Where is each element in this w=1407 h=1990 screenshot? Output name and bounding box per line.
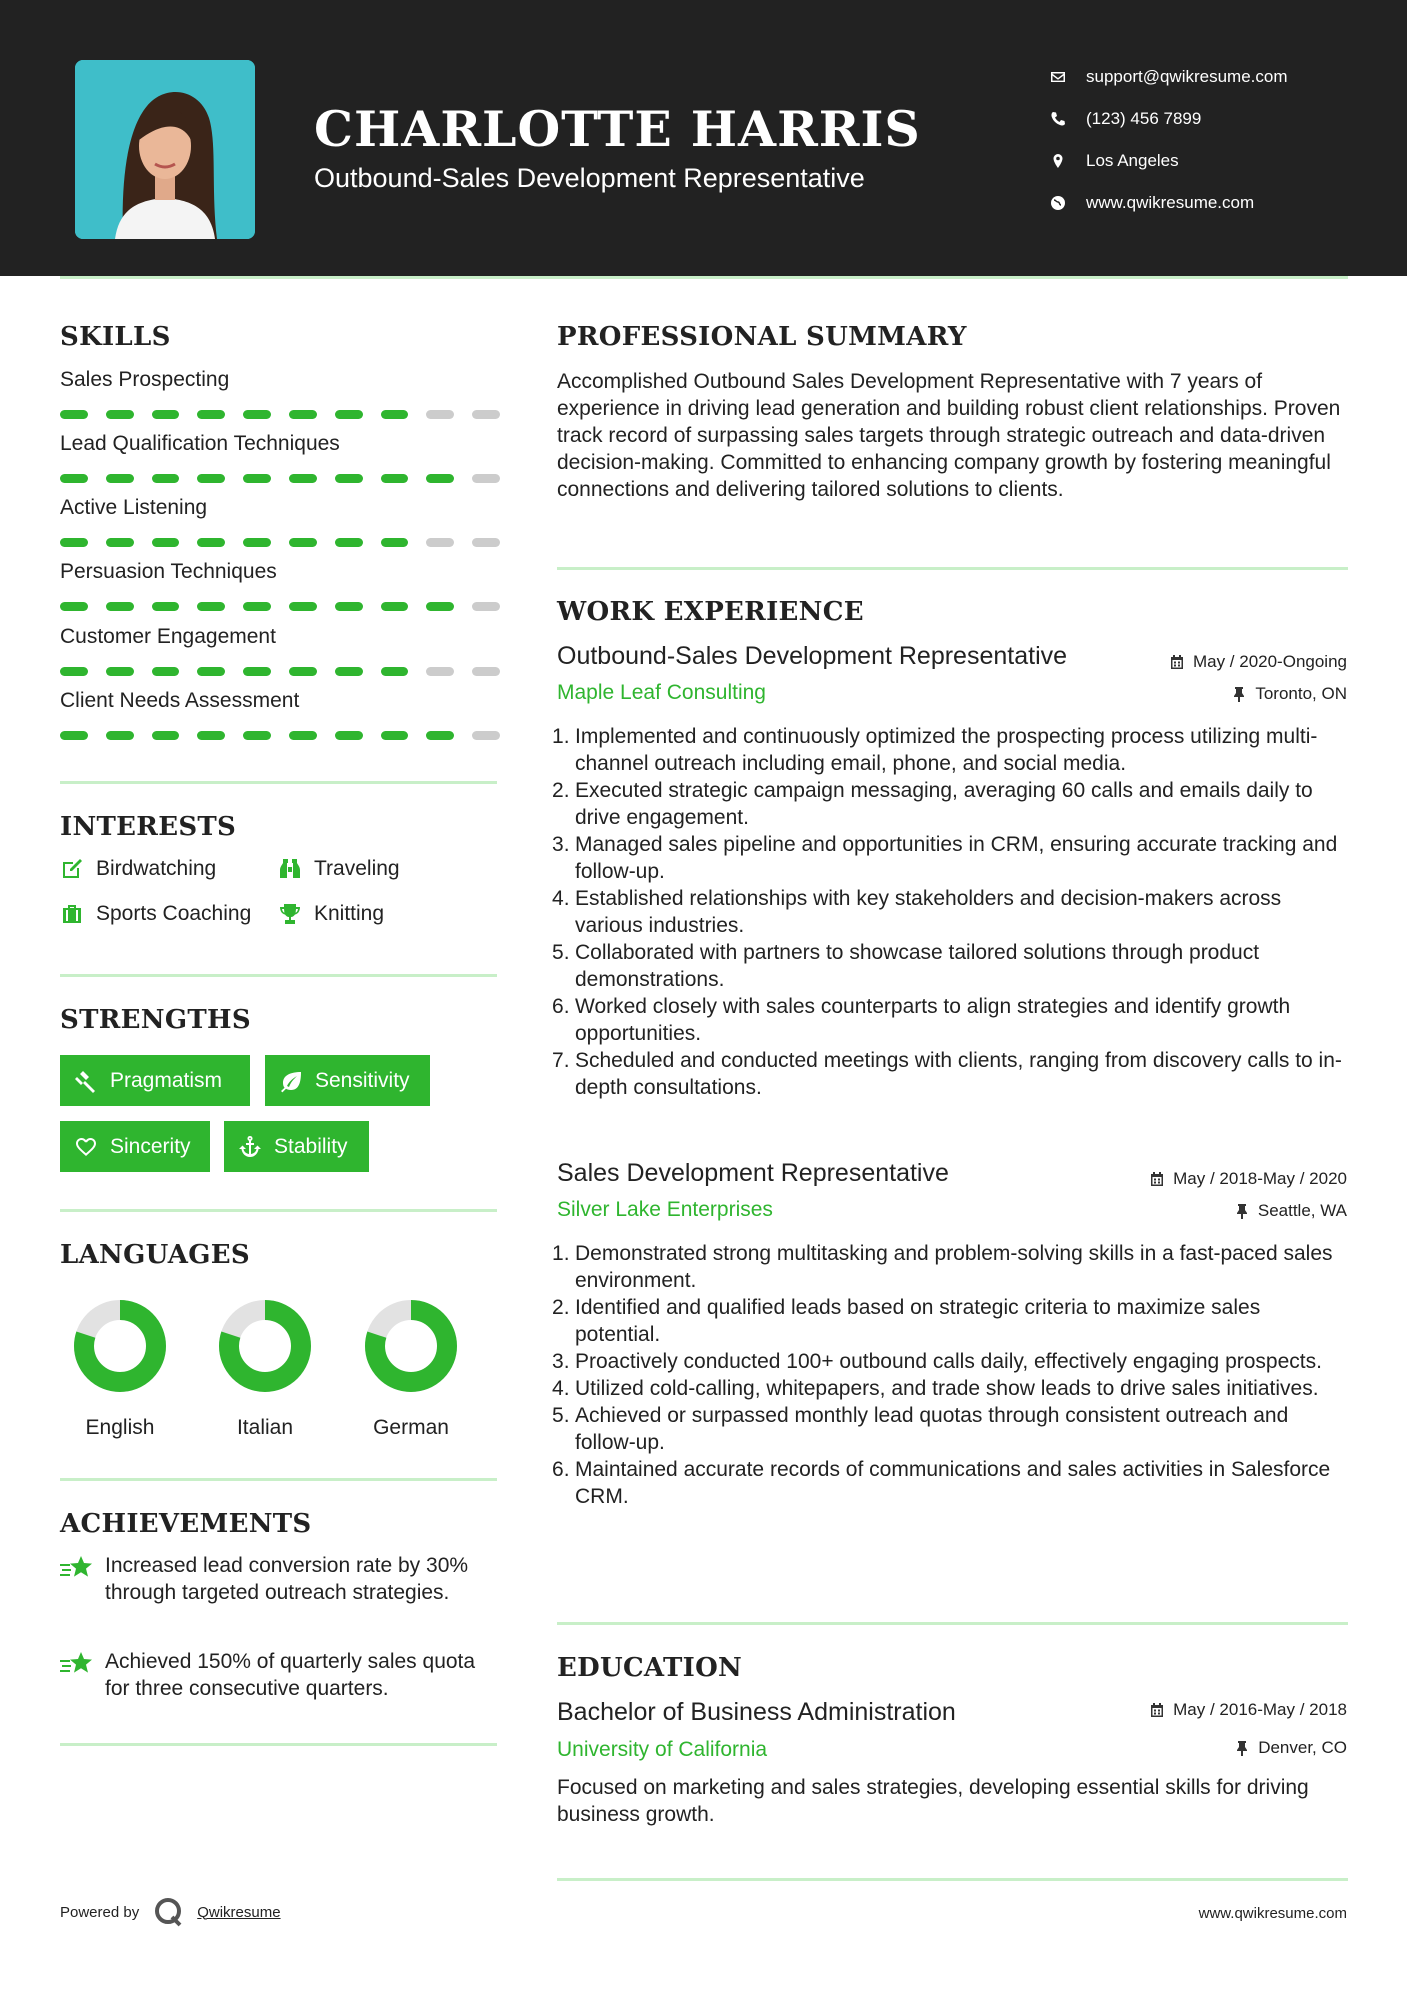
skill-label: Sales Prospecting xyxy=(60,368,230,391)
achievement-item xyxy=(60,1648,500,1702)
interest-label: Knitting xyxy=(314,902,385,925)
skill-level-dot xyxy=(152,538,180,547)
skill-item xyxy=(60,432,500,483)
achievements-heading: ACHIEVEMENTS xyxy=(60,1509,312,1539)
duty-item: Utilized cold-calling, whitepapers, and trade show leads to drive sales initiatives. xyxy=(575,1377,1319,1400)
skill-item xyxy=(60,625,500,676)
education-location-text: Denver, CO xyxy=(1258,1738,1347,1757)
skill-label: Persuasion Techniques xyxy=(60,560,277,583)
duty-item: Maintained accurate records of communications and sales activities in Salesforce CRM. xyxy=(575,1458,1331,1508)
skill-level-dot xyxy=(60,731,88,740)
skill-level-dot xyxy=(60,474,88,483)
strength-tag xyxy=(60,1121,210,1172)
skill-item xyxy=(60,496,500,547)
job-title: Outbound-Sales Development Representative xyxy=(557,642,1068,670)
skill-level-dot xyxy=(381,474,409,483)
skill-level-dot xyxy=(106,602,134,611)
contact-list xyxy=(1050,56,1288,224)
skill-item xyxy=(60,689,500,740)
skill-level-dot xyxy=(335,410,363,419)
job-location xyxy=(1234,1201,1347,1221)
strength-tag xyxy=(60,1055,250,1106)
job-location-text: Seattle, WA xyxy=(1257,1201,1347,1220)
summary-heading: PROFESSIONAL SUMMARY xyxy=(557,322,967,352)
job-location-text: Toronto, ON xyxy=(1255,684,1347,703)
skill-level-dot xyxy=(381,538,409,547)
skill-level-dot xyxy=(472,731,500,740)
strength-label: Stability xyxy=(274,1134,348,1158)
leaf-icon xyxy=(279,1069,303,1093)
skill-level-dot xyxy=(106,474,134,483)
language-label: Italian xyxy=(236,1416,294,1439)
achievement-text: Increased lead conversion rate by 30% through targeted outreach strategies. xyxy=(105,1554,469,1604)
skill-level-dot xyxy=(426,731,454,740)
skill-level-dot xyxy=(335,538,363,547)
skill-level xyxy=(60,731,500,740)
skill-level-dot xyxy=(243,667,271,676)
skill-level-dot xyxy=(289,474,317,483)
strength-label: Pragmatism xyxy=(110,1068,223,1092)
contact-website[interactable] xyxy=(1050,182,1288,224)
strength-tag xyxy=(224,1121,369,1172)
skill-label: Customer Engagement xyxy=(60,625,276,648)
strength-label: Sincerity xyxy=(110,1134,191,1158)
section-divider xyxy=(60,974,497,977)
skill-level-dot xyxy=(472,538,500,547)
phone-icon xyxy=(1050,111,1086,127)
skill-level-dot xyxy=(60,538,88,547)
pushpin-icon xyxy=(1231,686,1247,702)
footer-url[interactable]: www.qwikresume.com xyxy=(1198,1905,1347,1922)
contact-phone[interactable] xyxy=(1050,98,1288,140)
skill-level-dot xyxy=(60,602,88,611)
language-proficiency-ring xyxy=(365,1300,457,1392)
achievement-text: Achieved 150% of quarterly sales quota for three consecutive quarters. xyxy=(105,1650,476,1700)
skill-level-dot xyxy=(60,667,88,676)
skill-level-dot xyxy=(289,731,317,740)
skill-level-dot xyxy=(106,538,134,547)
skill-level-dot xyxy=(335,667,363,676)
education-location xyxy=(1234,1738,1347,1758)
section-divider xyxy=(60,1209,497,1212)
strengths-heading: STRENGTHS xyxy=(60,1005,251,1035)
skill-level-dot xyxy=(152,410,180,419)
skill-level-dot xyxy=(335,474,363,483)
job-location xyxy=(1231,684,1347,704)
contact-phone-text: (123) 456 7899 xyxy=(1086,109,1202,128)
job-duties xyxy=(557,723,1347,1101)
skill-item xyxy=(60,368,500,419)
skill-level xyxy=(60,474,500,483)
interest-label: Sports Coaching xyxy=(96,902,252,925)
pushpin-icon xyxy=(1234,1203,1250,1219)
skill-level-dot xyxy=(106,410,134,419)
interest-item xyxy=(278,902,384,926)
skill-level xyxy=(60,602,500,611)
job-dates-text: May / 2018-May / 2020 xyxy=(1173,1169,1347,1188)
resume-header xyxy=(0,0,1407,276)
map-pin-icon xyxy=(1050,153,1086,169)
duty-item: Managed sales pipeline and opportunities in CRM, ensuring accurate tracking and follow-up. xyxy=(575,833,1338,883)
contact-location xyxy=(1050,140,1288,182)
skill-level xyxy=(60,410,500,419)
education-school: University of California xyxy=(557,1738,768,1761)
job-dates-text: May / 2020-Ongoing xyxy=(1192,652,1347,671)
envelope-icon xyxy=(1050,69,1086,85)
calendar-icon xyxy=(1169,654,1185,670)
section-divider xyxy=(557,1622,1348,1625)
candidate-name: CHARLOTTE HARRIS xyxy=(314,100,921,158)
skill-level-dot xyxy=(106,731,134,740)
header-divider xyxy=(60,276,1348,279)
duty-item: Identified and qualified leads based on strategic criteria to maximize sales potential. xyxy=(575,1296,1261,1346)
skill-level-dot xyxy=(197,410,225,419)
language-item xyxy=(205,1300,325,1440)
duty-item: Proactively conducted 100+ outbound calls daily, effectively engaging prospects. xyxy=(575,1350,1322,1373)
profile-photo-illustration xyxy=(75,60,255,239)
skill-level-dot xyxy=(243,538,271,547)
summary-text: Accomplished Outbound Sales Development Representative with 7 years of experience in driving lead generation and building robust client relationships. Proven track record of surpassing sales targets through strategic outreach and data-driven decision-making. Committed to enhancing company growth by fostering meaningful connections and delivering tailored solutions to clients. xyxy=(557,370,1341,501)
skill-level-dot xyxy=(472,602,500,611)
skill-level-dot xyxy=(426,538,454,547)
section-divider xyxy=(557,1878,1348,1881)
interest-label: Traveling xyxy=(314,857,400,880)
skill-level-dot xyxy=(197,474,225,483)
skill-level-dot xyxy=(426,410,454,419)
skill-level-dot xyxy=(426,602,454,611)
duty-item: Established relationships with key stakeholders and decision-makers across various industries. xyxy=(575,887,1282,937)
skill-level-dot xyxy=(152,731,180,740)
skill-level-dot xyxy=(243,474,271,483)
language-label: English xyxy=(85,1416,155,1439)
shooting-star-icon xyxy=(60,1554,94,1584)
skill-level-dot xyxy=(472,474,500,483)
heart-icon xyxy=(74,1135,98,1159)
calendar-icon xyxy=(1149,1171,1165,1187)
calendar-icon xyxy=(1149,1702,1165,1718)
education-degree: Bachelor of Business Administration xyxy=(557,1698,956,1726)
duty-item: Implemented and continuously optimized the prospecting process utilizing multi-channel outreach including email, phone, and social media. xyxy=(575,725,1318,775)
skill-level-dot xyxy=(381,731,409,740)
anchor-icon xyxy=(238,1135,262,1159)
skill-level-dot xyxy=(60,410,88,419)
skill-label: Client Needs Assessment xyxy=(60,689,300,712)
section-divider xyxy=(60,781,497,784)
skill-level-dot xyxy=(289,667,317,676)
globe-icon xyxy=(1050,195,1086,211)
trophy-icon xyxy=(278,902,302,926)
education-heading: EDUCATION xyxy=(557,1653,743,1683)
skill-level-dot xyxy=(243,731,271,740)
skill-label: Active Listening xyxy=(60,496,208,519)
strength-tag xyxy=(265,1055,430,1106)
contact-email[interactable] xyxy=(1050,56,1288,98)
job-company: Silver Lake Enterprises xyxy=(557,1198,773,1221)
education-dates xyxy=(1149,1700,1347,1720)
briefcase-icon xyxy=(60,902,84,926)
language-item xyxy=(60,1300,180,1440)
interests-heading: INTERESTS xyxy=(60,812,237,842)
skill-level-dot xyxy=(106,667,134,676)
skill-level-dot xyxy=(426,474,454,483)
interest-item xyxy=(60,902,251,926)
skill-level-dot xyxy=(243,602,271,611)
pushpin-icon xyxy=(1234,1740,1250,1756)
profile-photo xyxy=(75,60,255,239)
gavel-icon xyxy=(74,1069,98,1093)
shooting-star-icon xyxy=(60,1650,94,1680)
brand-link[interactable]: Qwikresume xyxy=(197,1903,281,1921)
duty-item: Worked closely with sales counterparts to align strategies and identify growth opportunities. xyxy=(575,995,1291,1045)
language-proficiency-ring xyxy=(74,1300,166,1392)
language-label: German xyxy=(373,1416,449,1439)
contact-location-text: Los Angeles xyxy=(1086,151,1179,170)
job-company: Maple Leaf Consulting xyxy=(557,681,766,704)
binoculars-icon xyxy=(278,857,302,881)
job-title: Sales Development Representative xyxy=(557,1159,949,1187)
experience-heading: WORK EXPERIENCE xyxy=(557,597,864,627)
skill-level-dot xyxy=(289,410,317,419)
duty-item: Scheduled and conducted meetings with clients, ranging from discovery calls to in-depth consultations. xyxy=(575,1049,1342,1099)
duty-item: Executed strategic campaign messaging, averaging 60 calls and emails daily to drive engagement. xyxy=(575,779,1313,829)
interest-label: Birdwatching xyxy=(96,857,217,880)
education-text: Focused on marketing and sales strategies, developing essential skills for driving business growth. xyxy=(557,1776,1309,1826)
skill-level-dot xyxy=(197,602,225,611)
powered-by-label: Powered by xyxy=(60,1903,140,1921)
achievement-item xyxy=(60,1552,500,1606)
skill-level-dot xyxy=(381,410,409,419)
job-dates xyxy=(1169,652,1347,672)
interest-item xyxy=(278,857,400,881)
skill-level-dot xyxy=(472,410,500,419)
contact-website-text: www.qwikresume.com xyxy=(1086,193,1255,212)
skill-level-dot xyxy=(197,538,225,547)
contact-email-text: support@qwikresume.com xyxy=(1086,67,1288,86)
skill-label: Lead Qualification Techniques xyxy=(60,432,340,455)
duty-item: Collaborated with partners to showcase tailored solutions through product demonstrations. xyxy=(575,941,1260,991)
skills-heading: SKILLS xyxy=(60,322,171,352)
section-divider xyxy=(60,1478,497,1481)
skill-level-dot xyxy=(289,538,317,547)
skill-level-dot xyxy=(152,474,180,483)
skill-level-dot xyxy=(243,410,271,419)
duty-item: Achieved or surpassed monthly lead quotas through consistent outreach and follow-up. xyxy=(575,1404,1289,1454)
skill-level-dot xyxy=(152,602,180,611)
duty-item: Demonstrated strong multitasking and problem-solving skills in a fast-paced sales environment. xyxy=(575,1242,1333,1292)
skill-level-dot xyxy=(289,602,317,611)
language-proficiency-ring xyxy=(219,1300,311,1392)
education-dates-text: May / 2016-May / 2018 xyxy=(1173,1700,1347,1719)
skill-level-dot xyxy=(381,602,409,611)
skill-item xyxy=(60,560,500,611)
job-duties xyxy=(557,1240,1347,1510)
section-divider xyxy=(557,567,1348,570)
skill-level-dot xyxy=(335,602,363,611)
skill-level-dot xyxy=(426,667,454,676)
interest-item xyxy=(60,857,216,881)
skill-level-dot xyxy=(197,731,225,740)
skill-level xyxy=(60,538,500,547)
skill-level-dot xyxy=(335,731,363,740)
strength-label: Sensitivity xyxy=(315,1068,410,1092)
language-item xyxy=(351,1300,471,1440)
qwikresume-logo-icon xyxy=(153,1896,185,1928)
skill-level xyxy=(60,667,500,676)
skill-level-dot xyxy=(197,667,225,676)
skill-level-dot xyxy=(472,667,500,676)
edit-icon xyxy=(60,857,84,881)
job-dates xyxy=(1149,1169,1347,1189)
section-divider xyxy=(60,1743,497,1746)
candidate-role: Outbound-Sales Development Representative xyxy=(314,163,865,193)
skill-level-dot xyxy=(152,667,180,676)
footer-powered-by xyxy=(60,1896,281,1928)
languages-heading: LANGUAGES xyxy=(60,1240,250,1270)
skill-level-dot xyxy=(381,667,409,676)
